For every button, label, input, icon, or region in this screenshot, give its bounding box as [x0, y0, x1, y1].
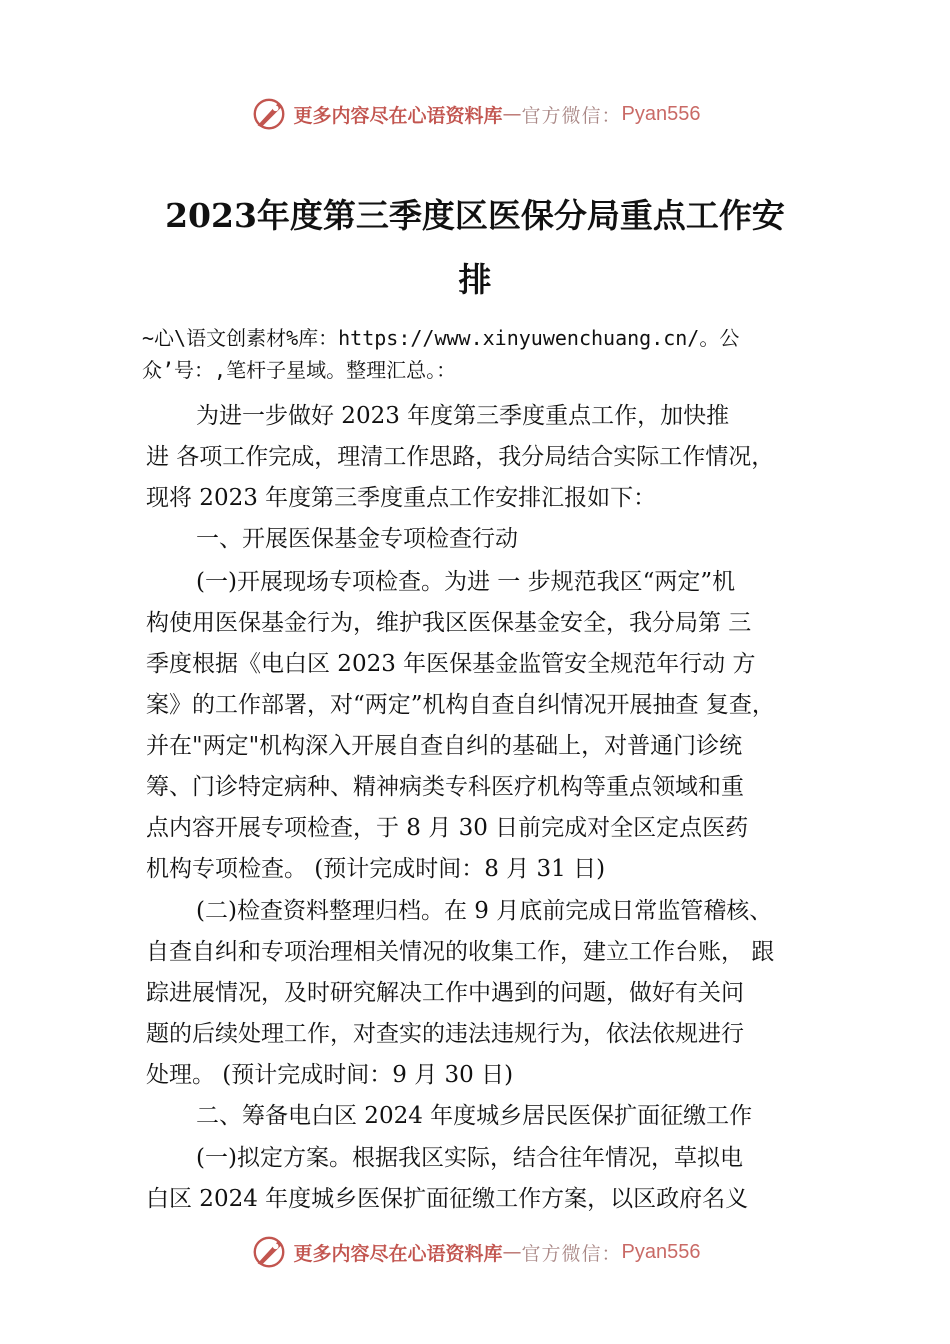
body-line: (一)拟定方案。根据我区实际，结合往年情况，草拟电 — [196, 1145, 743, 1171]
pen-logo-icon — [250, 95, 288, 133]
header-watermark-banner — [0, 94, 950, 134]
body-line: 现将 2023 年度第三季度重点工作安排汇报如下： — [146, 485, 657, 511]
document-title-line-2: 排 — [458, 260, 492, 299]
section-heading: 一、开展医保基金专项检查行动 — [196, 526, 518, 552]
body-line: 点内容开展专项检查，于 8 月 30 日前完成对全区定点医药 — [146, 815, 749, 841]
body-line: (一)开展现场专项检查。为进 一 步规范我区“两定”机 — [196, 569, 736, 595]
banner-wechat-label: 官方微信： — [521, 1242, 622, 1265]
banner-wechat-id: Pyan556 — [621, 102, 701, 125]
pen-logo-icon — [250, 1233, 288, 1271]
body-line: 为进一步做好 2023 年度第三季度重点工作，加快推 — [196, 403, 730, 429]
body-line: (二)检查资料整理归档。在 9 月底前完成日常监管稽核、 — [196, 898, 773, 924]
document-title-line-1: 2023年度第三季度区医保分局重点工作安 — [165, 196, 785, 235]
banner-wechat-id: Pyan556 — [621, 1240, 701, 1263]
body-line: 构使用医保基金行为，维护我区医保基金安全，我分局第 三 — [146, 610, 752, 636]
banner-text: 更多内容尽在心语资料库 — [293, 104, 503, 127]
body-line: 处理。 (预计完成时间：9 月 30 日) — [146, 1062, 514, 1088]
section-heading: 二、筹备电白区 2024 年度城乡居民医保扩面征缴工作 — [196, 1103, 753, 1129]
body-line: 并在"两定"机构深入开展自查自纠的基础上，对普通门诊统 — [146, 733, 743, 759]
banner-wechat-label: 官方微信： — [521, 104, 622, 127]
banner-separator: — — [502, 103, 522, 125]
footer-watermark-banner — [0, 1232, 950, 1272]
source-line-1: ~心\语文创素材%库：https://www.xinyuwenchuang.cn/。公 — [142, 326, 740, 350]
banner-separator: — — [502, 1241, 522, 1263]
source-line-2: 众’号：,笔杆子星域。整理汇总。： — [142, 358, 457, 382]
body-line: 案》的工作部署，对“两定”机构自查自纠情况开展抽查 复查， — [146, 692, 775, 718]
body-line: 季度根据《电白区 2023 年医保基金监管安全规范年行动 方 — [146, 651, 756, 677]
body-line: 进 各项工作完成，理清工作思路，我分局结合实际工作情况， — [146, 444, 775, 470]
body-line: 白区 2024 年度城乡医保扩面征缴工作方案，以区政府名义 — [146, 1186, 749, 1212]
body-line: 机构专项检查。 (预计完成时间：8 月 31 日) — [146, 856, 606, 882]
body-line: 踪进展情况，及时研究解决工作中遇到的问题，做好有关问 — [146, 980, 744, 1006]
body-line: 题的后续处理工作，对查实的违法违规行为，依法依规进行 — [146, 1021, 744, 1047]
banner-text: 更多内容尽在心语资料库 — [293, 1242, 503, 1265]
body-line: 自查自纠和专项治理相关情况的收集工作，建立工作台账， 跟 — [146, 939, 775, 965]
body-line: 筹、门诊特定病种、精神病类专科医疗机构等重点领域和重 — [146, 774, 744, 800]
